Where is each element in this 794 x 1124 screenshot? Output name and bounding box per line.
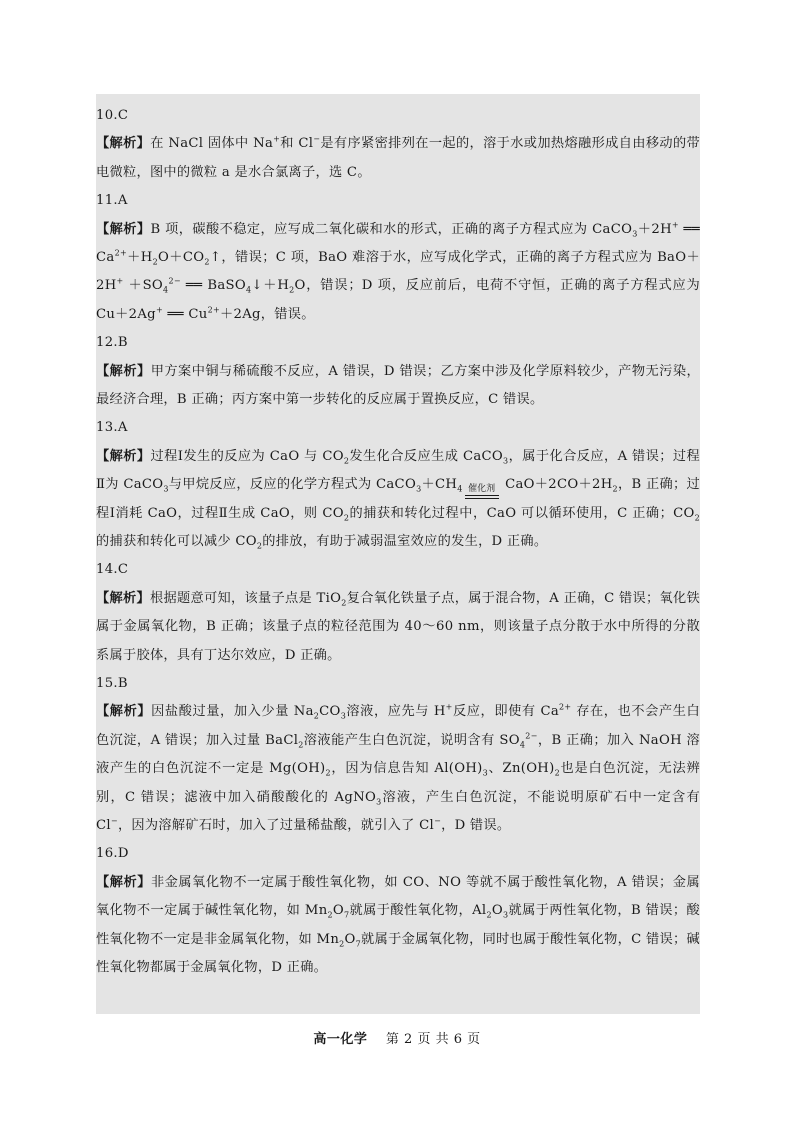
- text-run: 的捕获和转化可以减少 CO: [96, 534, 257, 550]
- superscript: 2+: [559, 703, 572, 713]
- footer-subject: 高一化学: [313, 1032, 368, 1047]
- subscript: 4: [519, 740, 526, 750]
- answer-key: 14.C: [96, 562, 129, 578]
- answer-key: 13.A: [96, 420, 128, 436]
- subscript: 3: [340, 712, 347, 722]
- text-run: 【解析】B 项，碳酸不稳定，应写成二氧化碳和水的形式，正确的离子方程式应为 CaCO: [96, 221, 633, 237]
- superscript: +: [671, 220, 679, 230]
- text-run: ＋CH: [421, 477, 458, 493]
- answer-key: 12.B: [96, 335, 128, 351]
- answer-key: 11.A: [96, 193, 128, 209]
- answer-sheet: [96, 94, 700, 1014]
- text-run: ，D 错误。: [441, 818, 511, 834]
- text-run: ，因为信息告知 Al(OH): [330, 761, 483, 777]
- explanation-paragraph: [96, 698, 700, 840]
- superscript: +: [116, 277, 124, 287]
- text-run: 【解析】过程Ⅰ发生的反应为 CaO 与 CO: [96, 448, 344, 464]
- answer-key: 10.C: [96, 108, 129, 123]
- explanation-paragraph: [96, 585, 700, 670]
- text-run: 的排放，有助于减弱温室效应的发生，D 正确。: [262, 534, 548, 550]
- subscript: 2: [341, 598, 347, 608]
- answer-list: [96, 102, 700, 982]
- text-run: O＋CO: [157, 250, 205, 265]
- subscript: 2: [486, 910, 492, 920]
- superscript: 2+: [114, 248, 127, 258]
- answer-key: 16.D: [96, 846, 129, 862]
- text-run: O: [491, 903, 503, 919]
- subscript: 2: [612, 484, 618, 494]
- subscript: 2: [298, 740, 304, 750]
- subscript: 4: [246, 286, 252, 296]
- superscript: −: [434, 816, 442, 826]
- text-run: 也是白色沉淀，无法辨别，C 错误；滤液中加入硝酸酸化的 AgNO: [96, 761, 701, 805]
- subscript: 2: [343, 456, 350, 466]
- subscript: 2: [256, 541, 263, 551]
- text-run: 是有序紧密排列在一起的，溶于水或加热熔融形成自由移动的带电微粒，图中的微粒 a 是水合氯离子，选 C。: [96, 136, 700, 180]
- text-run: ，B 正确；加入 NaOH 溶液产生的白色沉淀不一定是 Mg(OH): [96, 732, 701, 777]
- text-run: 就属于两性氧化物，B 错误；酸性氧化物不一定是非金属氧化物，如 Mn: [96, 903, 701, 947]
- subscript: 2: [327, 910, 333, 920]
- text-run: 【解析】非金属氧化物不一定属于酸性氧化物，如 CO、NO 等就不属于酸性氧化物，A 错误；金属氧化物不一定属于碱性氧化物，如 Mn: [96, 874, 701, 919]
- text-run: CO: [319, 704, 341, 720]
- explanation-paragraph: [96, 358, 700, 415]
- subscript: 3: [163, 484, 169, 494]
- subscript: 3: [632, 229, 638, 239]
- text-run: ，B 正确；过程Ⅰ消耗 CaO，过程Ⅱ生成 CaO，则 CO: [96, 477, 700, 521]
- subscript: 7: [355, 939, 362, 949]
- text-run: 【解析】因盐酸过量，加入少量 Na: [96, 704, 314, 720]
- text-run: 【解析】根据题意可知，该量子点是 TiO: [96, 590, 342, 606]
- subscript: 2: [289, 286, 295, 296]
- subscript: 2: [694, 513, 701, 523]
- text-run: 反应，即使有 Ca: [452, 704, 560, 720]
- explanation-paragraph: [96, 130, 700, 187]
- subscript: 2: [554, 768, 560, 778]
- text-run: 溶液能产生白色沉淀，说明含有 SO: [303, 732, 520, 748]
- superscript: +: [273, 135, 281, 144]
- text-run: ＋2H: [637, 221, 672, 237]
- text-run: ，因为溶解矿石时，加入了过量稀盐酸，就引入了 Cl: [117, 818, 435, 834]
- text-run: 就属于酸性氧化物，Al: [349, 903, 487, 919]
- subscript: 2: [339, 939, 345, 949]
- subscript: 2: [343, 513, 350, 523]
- text-run: ＋H: [126, 250, 153, 265]
- text-run: ＋SO: [123, 278, 164, 294]
- text-run: 发生化合反应生成 CaCO: [349, 448, 504, 464]
- explanation-paragraph: [96, 216, 700, 330]
- text-run: 存在，也不会产生白色沉淀，A 错误；加入过量 BaCl: [96, 704, 700, 748]
- text-run: 与甲烷反应，反应的化学方程式为 CaCO: [168, 477, 417, 493]
- text-run: ，属于化合反应，A 错误；过程Ⅱ为 CaCO: [96, 448, 701, 493]
- text-run: O，错误；D 项，反应前后，电荷不守恒，正确的离子方程式应为 Cu＋2Ag: [96, 278, 701, 322]
- text-run: 和 Cl: [280, 136, 314, 152]
- subscript: 2: [152, 257, 158, 267]
- text-run: ↓＋H: [251, 278, 290, 294]
- subscript: 3: [376, 797, 382, 807]
- text-run: 溶液，产生白色沉淀，不能说明原矿石中一定含有 Cl: [96, 789, 700, 834]
- text-run: 溶液，应先与 H: [346, 704, 446, 720]
- superscript: 2+: [207, 305, 221, 315]
- text-run: 的捕获和转化过程中，CaO 可以循环使用，C 正确；CO: [349, 505, 695, 521]
- subscript: 7: [344, 910, 350, 920]
- superscript: 2−: [525, 731, 538, 741]
- explanation-paragraph: [96, 443, 700, 557]
- text-run: 、Zn(OH): [487, 761, 555, 777]
- text-run: ══ BaSO: [180, 278, 247, 294]
- text-run: CaO＋2CO＋2H: [500, 477, 613, 493]
- subscript: 2: [325, 768, 331, 778]
- text-run: 复合氧化铁量子点，属于混合物，A 正确，C 错误；氧化铁属于金属氧化物，B 正确；该量子点的粒径范围为 40～60 nm，则该量子点分散于水中所得的分散系属于胶体，具有丁达尔效应，D 正确。: [96, 590, 700, 663]
- superscript: +: [155, 305, 163, 315]
- subscript: 2: [313, 712, 320, 722]
- text-run: ══ Ca: [96, 221, 701, 265]
- footer-page-info: 第 2 页 共 6 页: [385, 1032, 481, 1047]
- superscript: −: [110, 816, 118, 826]
- subscript: 4: [163, 286, 169, 296]
- superscript: −: [313, 135, 321, 144]
- text-run: 就属于金属氧化物，同时也属于酸性氧化物，C 错误；碱性氧化物都属于金属氧化物，D 正确。: [96, 931, 700, 976]
- catalyst-arrow: [465, 485, 499, 499]
- subscript: 3: [502, 910, 509, 920]
- text-run: 【解析】甲方案中铜与稀硫酸不反应，A 错误，D 错误；乙方案中涉及化学原料较少，产物无污染，最经济合理，B 正确；丙方案中第一步转化的反应属于置换反应，C 错误。: [96, 363, 701, 408]
- text-run: 【解析】在 NaCl 固体中 Na: [96, 136, 274, 152]
- superscript: +: [445, 703, 453, 713]
- catalyst-label: 催化剂: [468, 484, 496, 495]
- subscript: 3: [482, 768, 488, 778]
- text-run: ══ Cu: [162, 306, 208, 322]
- page-footer: [0, 1028, 794, 1047]
- equals-arrow: [465, 495, 499, 499]
- text-run: O: [332, 903, 345, 919]
- subscript: 4: [457, 484, 463, 494]
- text-run: ＋2Ag，错误。: [220, 306, 315, 322]
- superscript: 2−: [168, 277, 181, 287]
- subscript: 2: [204, 257, 210, 267]
- subscript: 3: [503, 456, 509, 466]
- text-run: O: [344, 931, 356, 947]
- subscript: 3: [416, 484, 422, 494]
- text-run: ↑，错误；C 项，BaO 难溶于水，应写成化学式，正确的离子方程式应为 BaO＋2H: [96, 250, 700, 294]
- explanation-paragraph: [96, 869, 700, 983]
- answer-key: 15.B: [96, 676, 128, 692]
